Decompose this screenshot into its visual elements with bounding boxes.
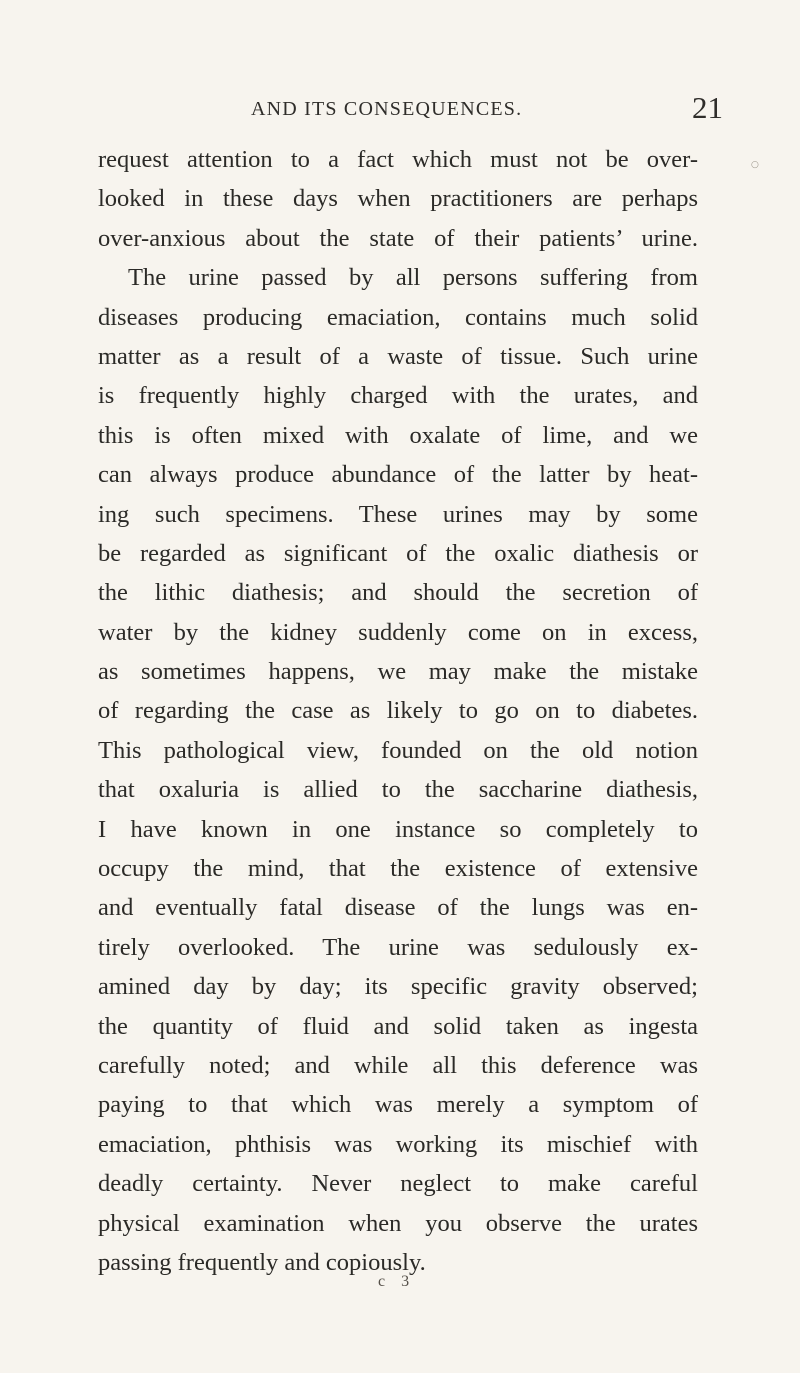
text-line: tirely overlooked. The urine was sedulously ex- <box>98 933 698 961</box>
running-title: AND ITS CONSEQUENCES. <box>251 98 523 120</box>
text-line: this is often mixed with oxalate of lime, and we <box>98 421 698 449</box>
margin-speck: ○ <box>751 160 759 170</box>
text-line: the quantity of fluid and solid taken as ingesta <box>98 1012 698 1040</box>
text-line: of regarding the case as likely to go on to diabetes. <box>98 697 698 725</box>
text-line: as sometimes happens, we may make the mistake <box>98 658 698 686</box>
text-line: that oxaluria is allied to the saccharine diathesis, <box>98 776 698 804</box>
text-line: I have known in one instance so completely to <box>98 815 698 843</box>
text-line: over-anxious about the state of their patients’ urine. <box>98 224 698 252</box>
text-line: be regarded as significant of the oxalic diathesis or <box>98 539 698 567</box>
text-line: paying to that which was merely a symptom of <box>98 1091 698 1119</box>
text-line: diseases producing emaciation, contains much solid <box>98 303 698 331</box>
text-line: is frequently highly charged with the urates, and <box>98 382 698 410</box>
text-line: carefully noted; and while all this deference was <box>98 1051 698 1079</box>
text-line: physical examination when you observe the urates <box>98 1209 698 1237</box>
page-number: 21 <box>692 90 723 125</box>
text-line: request attention to a fact which must not be over- <box>98 146 698 173</box>
body-text <box>98 140 698 1282</box>
text-line: matter as a result of a waste of tissue. Such urine <box>98 342 698 370</box>
running-head <box>0 90 800 130</box>
signature-mark: c 3 <box>378 1273 416 1290</box>
text-line: water by the kidney suddenly come on in excess, <box>98 618 698 646</box>
text-line: This pathological view, founded on the old notion <box>98 736 698 764</box>
text-line: can always produce abundance of the latter by heat- <box>98 461 698 489</box>
text-line: passing frequently and copiously. <box>98 1248 426 1276</box>
text-line: The urine passed by all persons suffering from <box>128 264 698 292</box>
text-line: looked in these days when practitioners are perhaps <box>98 185 698 213</box>
text-line: occupy the mind, that the existence of extensive <box>98 855 698 883</box>
text-line: and eventually fatal disease of the lungs was en- <box>98 894 698 922</box>
text-line: amined day by day; its specific gravity observed; <box>98 973 698 1001</box>
text-line: emaciation, phthisis was working its mischief with <box>98 1130 698 1158</box>
text-line: deadly certainty. Never neglect to make careful <box>98 1170 698 1198</box>
text-line: ing such specimens. These urines may by some <box>98 500 698 528</box>
text-line: the lithic diathesis; and should the secretion of <box>98 579 698 607</box>
